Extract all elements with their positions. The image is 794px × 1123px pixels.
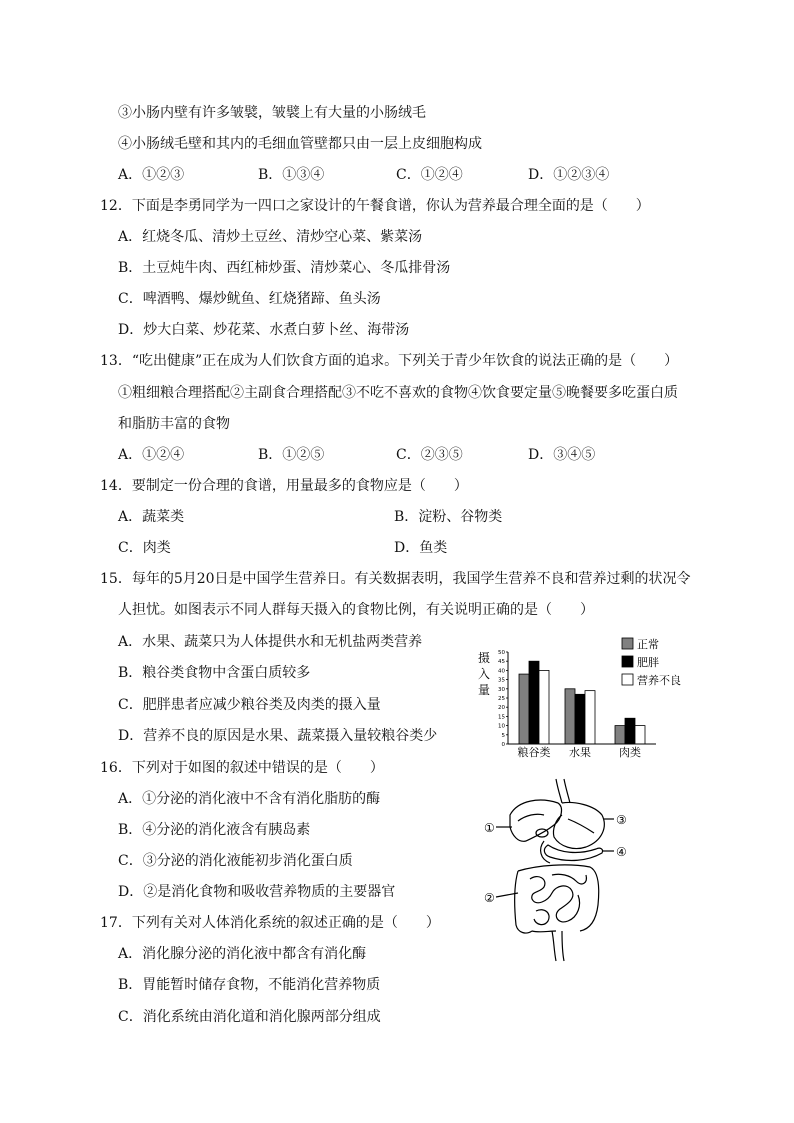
- legend-swatch: [622, 656, 633, 667]
- y-tick-label: 35: [498, 677, 505, 684]
- y-axis-label-char: 入: [478, 667, 491, 681]
- q15-option-b: B．粮谷类食物中含蛋白质较多: [118, 665, 311, 681]
- q16-option-d: D．②是消化食物和吸收营养物质的主要器官: [118, 884, 396, 900]
- q13-option-c: C．②③⑤: [396, 447, 463, 463]
- q11-option-b: B．①③④: [258, 167, 325, 183]
- q14-stem: 14．要制定一份合理的食谱，用量最多的食物应是（ ）: [100, 478, 468, 494]
- q16-option-a: A．①分泌的消化液中不含有消化脂肪的酶: [118, 791, 381, 807]
- bar-肥胖-水果: [575, 694, 585, 744]
- q14-option-d: D．鱼类: [394, 540, 448, 556]
- q11-option-c: C．①②④: [396, 167, 463, 183]
- q13-line-3: 和脂肪丰富的食物: [118, 416, 230, 432]
- legend-swatch: [622, 638, 633, 649]
- y-tick-label: 50: [498, 650, 505, 656]
- q16-option-c: C．③分泌的消化液能初步消化蛋白质: [118, 853, 353, 869]
- y-tick-label: 15: [498, 714, 505, 721]
- q15-stem-line-2: 人担忧。如图表示不同人群每天摄入的食物比例，有关说明正确的是（ ）: [118, 602, 594, 618]
- q14-option-c: C．肉类: [118, 540, 171, 556]
- q12-option-a: A．红烧冬瓜、清炒土豆丝、清炒空心菜、紫菜汤: [118, 229, 423, 245]
- q12-option-d: D．炒大白菜、炒花菜、水煮白萝卜丝、海带汤: [118, 322, 410, 338]
- y-tick-label: 0: [501, 742, 505, 748]
- q16-option-b: B．④分泌的消化液含有胰岛素: [118, 822, 311, 838]
- q11-option-d: D．①②③④: [528, 167, 610, 183]
- q13-option-b: B．①②⑤: [258, 447, 325, 463]
- diagram-label-2: ②: [484, 891, 495, 905]
- q11-option-a: A．①②③: [118, 167, 185, 183]
- q13-line-2: ①粗细粮合理搭配②主副食合理搭配③不吃不喜欢的食物④饮食要定量⑤晚餐要多吃蛋白质: [118, 385, 678, 401]
- bar-肥胖-粮谷类: [529, 661, 539, 744]
- pancreas: [544, 845, 602, 860]
- bar-正常-粮谷类: [519, 674, 529, 744]
- q14-option-b: B．淀粉、谷物类: [394, 509, 503, 525]
- q12-stem: 12．下面是李勇同学为一四口之家设计的午餐食谱，你认为营养最合理全面的是（ ）: [100, 198, 650, 214]
- y-tick-label: 30: [498, 686, 505, 693]
- digestive-system-diagram: [478, 775, 638, 965]
- q17-option-c: C．消化系统由消化道和消化腺两部分组成: [118, 1009, 381, 1025]
- q15-option-d: D．营养不良的原因是水果、蔬菜摄入量较粮谷类少: [118, 728, 438, 744]
- x-tick-label: 粮谷类: [517, 746, 551, 759]
- q11-item-4: ④小肠绒毛壁和其内的毛细血管壁都只由一层上皮细胞构成: [118, 136, 482, 152]
- q13-option-d: D．③④⑤: [528, 447, 596, 463]
- q13-stem: 13．“吃出健康”正在成为人们饮食方面的追求。下列关于青少年饮食的说法正确的是（ ）: [100, 353, 679, 369]
- q17-stem: 17．下列有关对人体消化系统的叙述正确的是（ ）: [100, 915, 440, 931]
- bar-正常-水果: [565, 689, 575, 744]
- q15-option-a: A．水果、蔬菜只为人体提供水和无机盐两类营养: [118, 634, 423, 650]
- y-axis-label-char: 量: [478, 683, 491, 697]
- y-axis-label-char: 摄: [478, 651, 491, 665]
- q12-option-c: C．啤酒鸭、爆炒鱿鱼、红烧猪蹄、鱼头汤: [118, 291, 381, 307]
- x-tick-label: 水果: [569, 746, 591, 759]
- q17-option-b: B．胃能暂时储存食物，不能消化营养物质: [118, 977, 381, 993]
- q12-option-b: B．土豆炖牛肉、西红柿炒蛋、清炒菜心、冬瓜排骨汤: [118, 260, 451, 276]
- legend-label: 正常: [637, 638, 659, 651]
- legend-swatch: [622, 674, 633, 685]
- q17-option-a: A．消化腺分泌的消化液中都含有消化酶: [118, 946, 367, 962]
- food-intake-bar-chart: [470, 630, 700, 765]
- x-tick-label: 肉类: [619, 746, 641, 759]
- legend-label: 肥胖: [637, 656, 659, 669]
- q11-item-3: ③小肠内壁有许多皱襞，皱襞上有大量的小肠绒毛: [118, 105, 426, 121]
- bar-营养不良-粮谷类: [539, 670, 549, 744]
- bar-肥胖-肉类: [625, 718, 635, 744]
- q14-option-a: A．蔬菜类: [118, 509, 185, 525]
- y-axis-label: [478, 650, 490, 697]
- legend-label: 营养不良: [637, 674, 681, 687]
- diagram-label-1: ①: [484, 821, 495, 835]
- q13-option-a: A．①②④: [118, 447, 185, 463]
- esophagus: [556, 779, 570, 803]
- y-tick-label: 20: [498, 705, 505, 712]
- bar-正常-肉类: [615, 726, 625, 744]
- bar-营养不良-肉类: [635, 726, 645, 744]
- diagram-label-3: ③: [616, 813, 627, 827]
- y-tick-label: 10: [498, 723, 505, 730]
- diagram-label-4: ④: [616, 845, 627, 859]
- q15-stem-line-1: 15．每年的5月20日是中国学生营养日。有关数据表明，我国学生营养不良和营养过剩的状况令: [100, 571, 691, 587]
- bar-营养不良-水果: [585, 691, 595, 744]
- y-tick-label: 5: [501, 732, 505, 739]
- q15-option-c: C．肥胖患者应减少粮谷类及肉类的摄入量: [118, 697, 381, 713]
- y-tick-label: 25: [498, 696, 505, 702]
- small-intestine: [530, 877, 580, 925]
- y-tick-label: 45: [498, 659, 505, 666]
- q16-stem: 16．下列对于如图的叙述中错误的是（ ）: [100, 760, 384, 776]
- y-tick-label: 40: [498, 668, 505, 675]
